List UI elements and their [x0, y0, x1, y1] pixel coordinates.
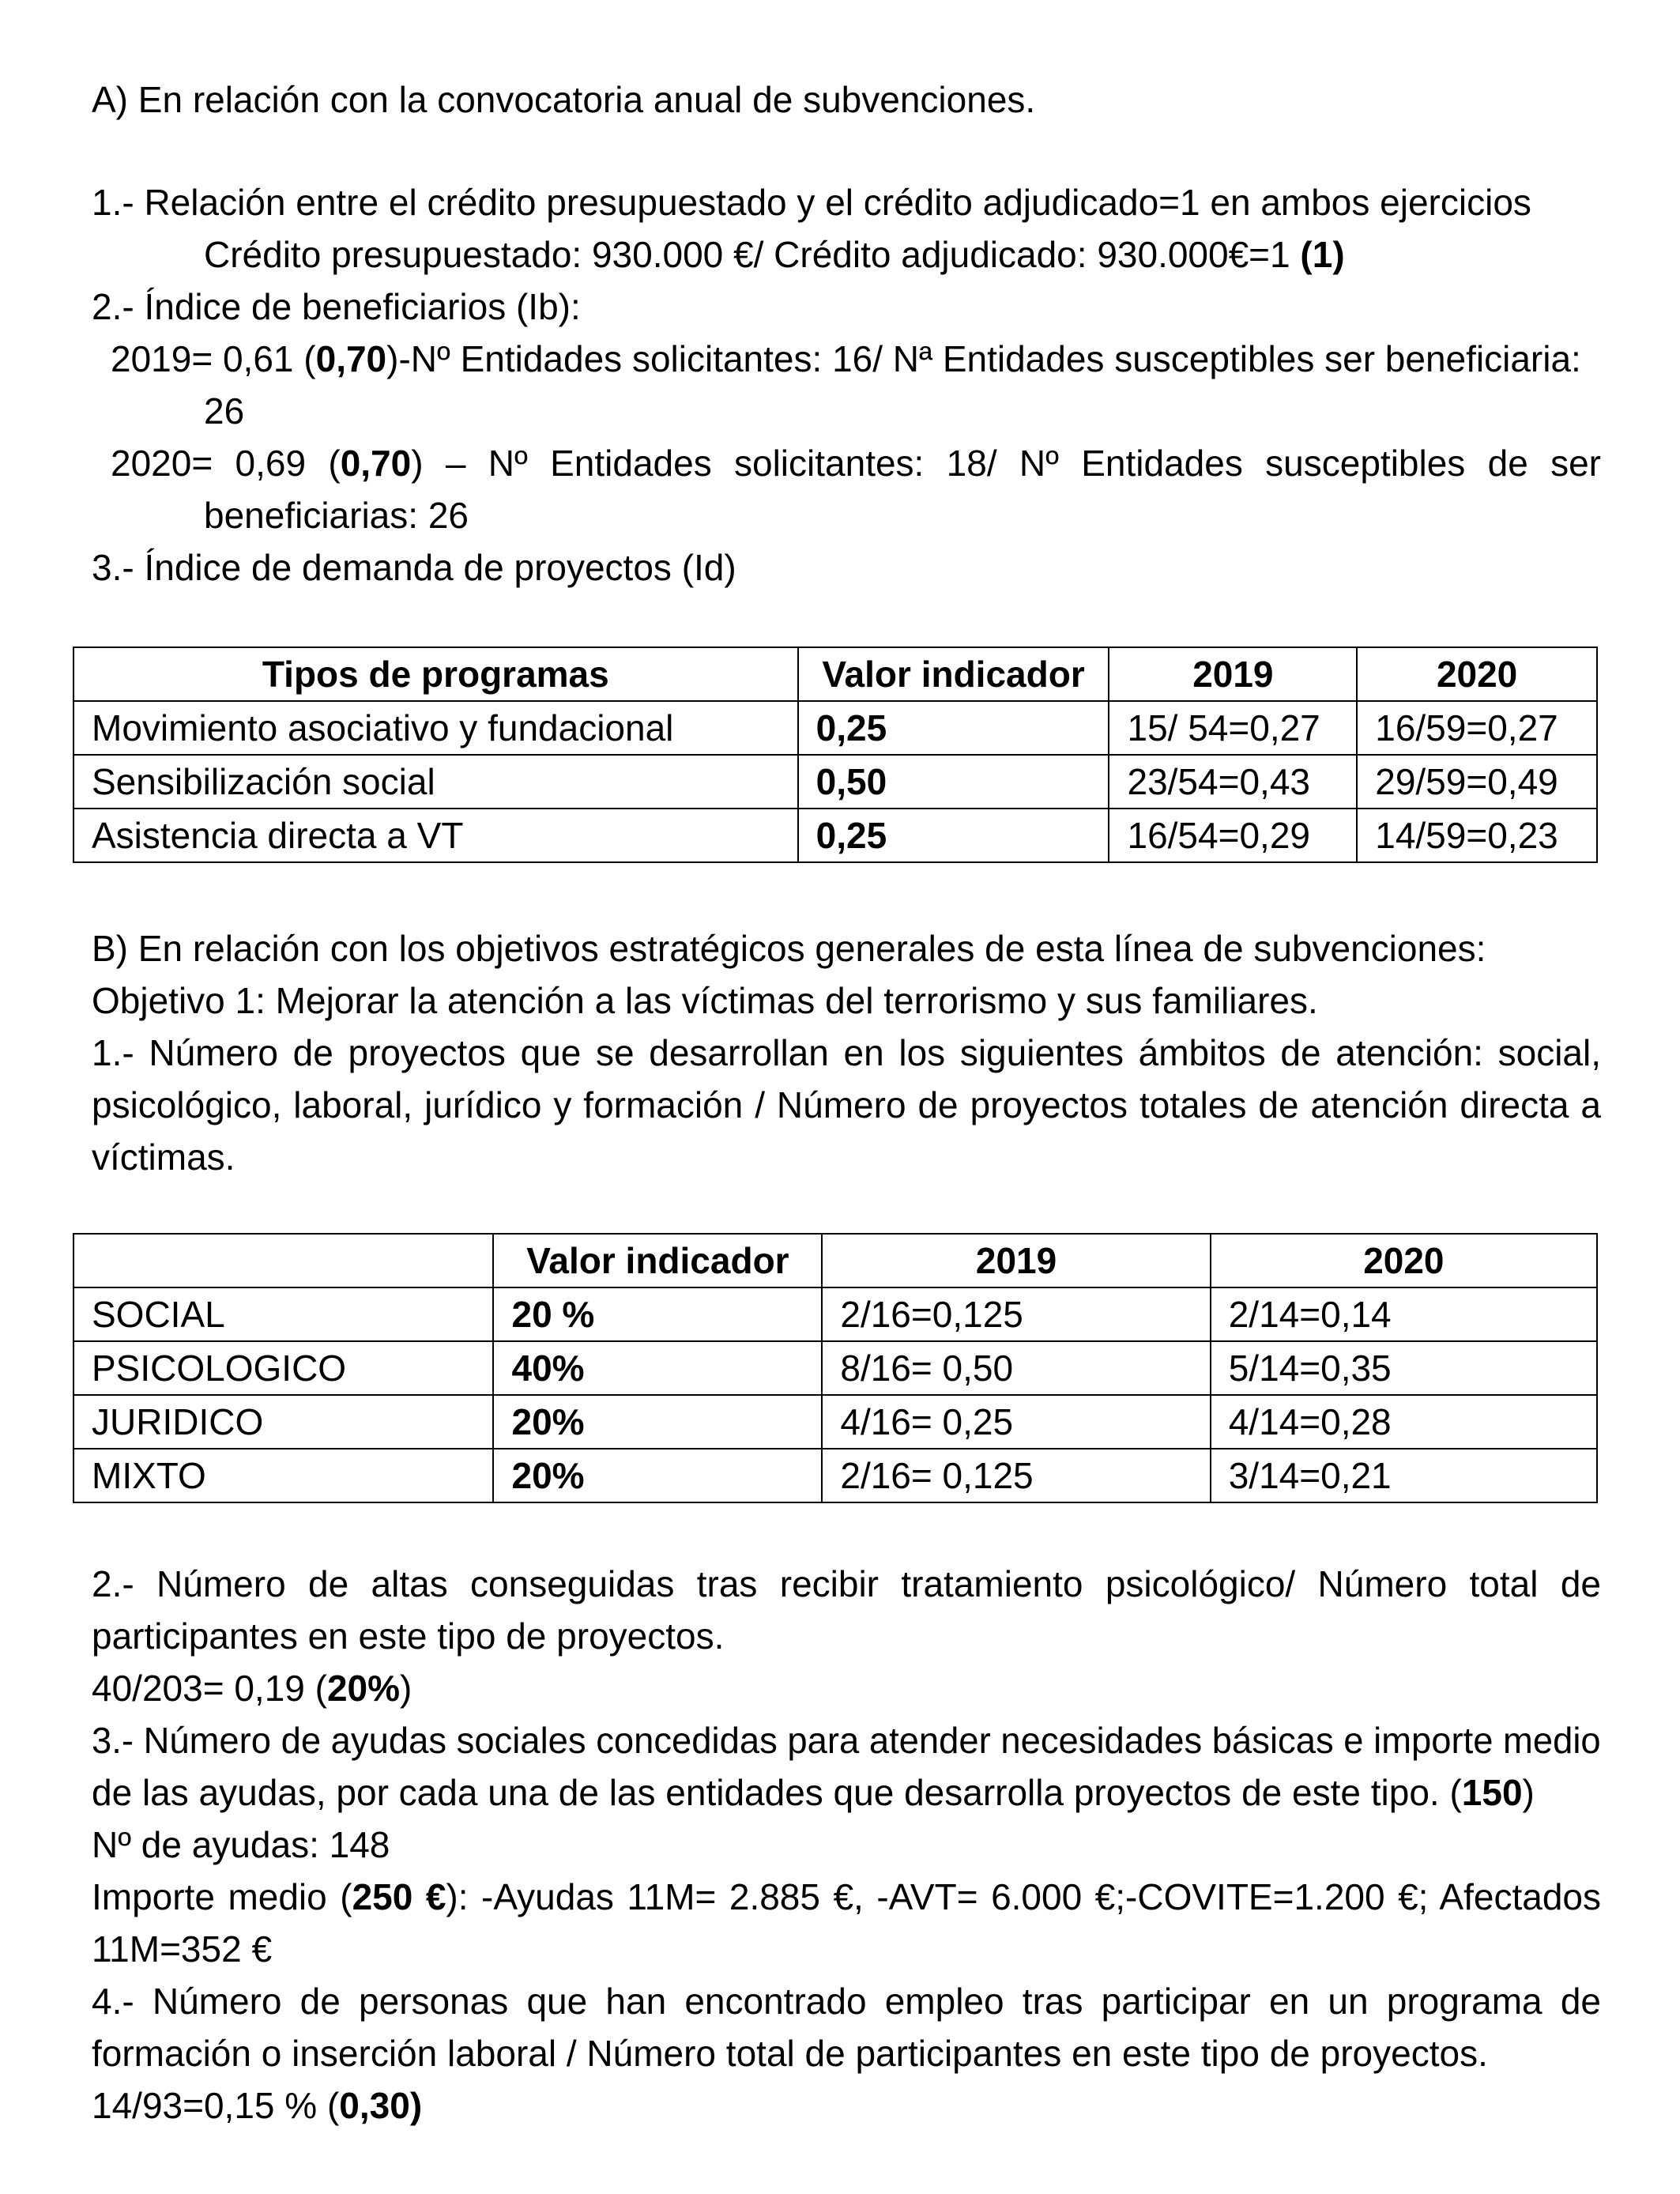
table-row [73, 1341, 1597, 1395]
cell-2020: 4/14=0,28 [1211, 1395, 1597, 1449]
item-c3-line2 [92, 1770, 1601, 1815]
item-c4-line1: 4.- Número de personas que han encontrado empleo tras participar en un programa de [92, 1981, 1601, 2022]
a2-2019-prefix: 2019= 0,61 ( [111, 338, 316, 379]
item-a2-2020-cont: beneficiarias: 26 [204, 495, 469, 536]
item-a1-title: 1.- Relación entre el crédito presupuestado y el crédito adjudicado=1 en ambos ejercicios [92, 182, 1531, 223]
cell-indicator: 20% [493, 1449, 822, 1502]
cell-indicator: 20% [493, 1395, 822, 1449]
item-b1-line3: víctimas. [92, 1137, 235, 1178]
col-header: Valor indicador [493, 1234, 822, 1287]
c4-value-text: 14/93=0,15 % ( [92, 2085, 340, 2126]
objective-1: Objetivo 1: Mejorar la atención a las víctimas del terrorismo y sus familiares. [92, 980, 1318, 1021]
col-header [73, 1234, 493, 1287]
a2-2020-target: 0,70 [340, 443, 412, 484]
cell-indicator: 20 % [493, 1287, 822, 1341]
c2-value-text: 40/203= 0,19 ( [92, 1668, 327, 1709]
item-a2-2020 [111, 441, 1601, 485]
table-header-row [73, 647, 1597, 701]
item-c3-importe-cont: 11M=352 € [92, 1928, 273, 1970]
table-header-row [73, 1234, 1597, 1287]
table-row [73, 701, 1597, 755]
c3-importe-target: 250 € [352, 1876, 446, 1917]
item-c4-line2: formación o inserción laboral / Número total de participantes en este tipo de proyectos. [92, 2033, 1488, 2074]
cell-2020: 16/59=0,27 [1357, 701, 1597, 755]
cell-area: PSICOLOGICO [73, 1341, 493, 1395]
cell-program: Sensibilización social [73, 755, 798, 809]
cell-indicator: 0,25 [798, 701, 1109, 755]
cell-indicator: 0,25 [798, 809, 1109, 862]
table-program-types [73, 647, 1598, 863]
item-c2-value [92, 1666, 1601, 1710]
cell-2020: 5/14=0,35 [1211, 1341, 1597, 1395]
table-row [73, 1287, 1597, 1341]
c3-importe-prefix: Importe medio ( [92, 1876, 352, 1917]
c2-value-target: 20% [326, 1668, 401, 1709]
cell-2019: 16/54=0,29 [1109, 809, 1357, 862]
section-b-heading: B) En relación con los objetivos estratégicos generales de esta línea de subvenciones: [92, 928, 1486, 969]
cell-area: JURIDICO [73, 1395, 493, 1449]
cell-2019: 8/16= 0,50 [822, 1341, 1210, 1395]
item-a2-2019 [111, 337, 1601, 381]
a2-2020-prefix: 2020= 0,69 ( [111, 443, 341, 484]
item-a1-detail-text: Crédito presupuestado: 930.000 €/ Crédito adjudicado: 930.000€=1 [204, 234, 1301, 275]
cell-program: Asistencia directa a VT [73, 809, 798, 862]
item-a1-detail [204, 232, 1601, 277]
cell-2020: 3/14=0,21 [1211, 1449, 1597, 1502]
col-header: Tipos de programas [73, 647, 798, 701]
cell-indicator: 40% [493, 1341, 822, 1395]
table-row [73, 1449, 1597, 1502]
item-c3-line1: 3.- Número de ayudas sociales concedidas para atender necesidades básicas e importe medio [92, 1720, 1601, 1761]
item-c2-line1: 2.- Número de altas conseguidas tras recibir tratamiento psicológico/ Número total de [92, 1563, 1601, 1604]
cell-2019: 23/54=0,43 [1109, 755, 1357, 809]
c4-value-target: 0,30) [339, 2085, 423, 2126]
col-header: Valor indicador [798, 647, 1109, 701]
cell-2019: 4/16= 0,25 [822, 1395, 1210, 1449]
c3-line2-text: de las ayudas, por cada una de las entidades que desarrolla proyectos de este tipo. ( [92, 1772, 1462, 1813]
item-c3-importe [92, 1875, 1601, 1919]
cell-2019: 2/16= 0,125 [822, 1449, 1210, 1502]
col-header: 2019 [822, 1234, 1210, 1287]
item-a2-2019-cont: 26 [204, 390, 245, 432]
col-header: 2020 [1357, 647, 1597, 701]
cell-area: MIXTO [73, 1449, 493, 1502]
cell-indicator: 0,50 [798, 755, 1109, 809]
table-row [73, 755, 1597, 809]
a2-2019-suffix: )-Nº Entidades solicitantes: 16/ Nª Entidades susceptibles ser beneficiaria: [386, 338, 1581, 379]
item-a2-title: 2.- Índice de beneficiarios (Ib): [92, 286, 581, 327]
item-a3-title: 3.- Índice de demanda de proyectos (Id) [92, 547, 736, 588]
cell-2020: 29/59=0,49 [1357, 755, 1597, 809]
cell-2019: 2/16=0,125 [822, 1287, 1210, 1341]
table-row [73, 809, 1597, 862]
item-a1-detail-bold: (1) [1300, 234, 1345, 275]
a2-2019-target: 0,70 [315, 338, 387, 379]
cell-2020: 2/14=0,14 [1211, 1287, 1597, 1341]
section-a-heading: A) En relación con la convocatoria anual de subvenciones. [92, 79, 1036, 120]
table-attention-areas [73, 1233, 1598, 1503]
c3-importe-suffix: ): -Ayudas 11M= 2.885 €, -AVT= 6.000 €;-COVITE=1.200 €; Afectados [446, 1876, 1601, 1917]
c3-close: ) [1522, 1772, 1535, 1813]
cell-2019: 15/ 54=0,27 [1109, 701, 1357, 755]
c2-value-close: ) [400, 1668, 412, 1709]
col-header: 2020 [1211, 1234, 1597, 1287]
a2-2020-suffix: ) – Nº Entidades solicitantes: 18/ Nº Entidades susceptibles de ser [411, 443, 1602, 484]
item-b1-line2: psicológico, laboral, jurídico y formación / Número de proyectos totales de atención directa a [92, 1084, 1601, 1125]
cell-2020: 14/59=0,23 [1357, 809, 1597, 862]
col-header: 2019 [1109, 647, 1357, 701]
item-c4-value [92, 2083, 1601, 2128]
item-c2-line2: participantes en este tipo de proyectos. [92, 1615, 725, 1657]
cell-area: SOCIAL [73, 1287, 493, 1341]
item-c3-ayudas: Nº de ayudas: 148 [92, 1824, 390, 1865]
cell-program: Movimiento asociativo y fundacional [73, 701, 798, 755]
table-row [73, 1395, 1597, 1449]
item-b1-line1: 1.- Número de proyectos que se desarrollan en los siguientes ámbitos de atención: social, [92, 1032, 1601, 1073]
c3-target: 150 [1461, 1772, 1523, 1813]
